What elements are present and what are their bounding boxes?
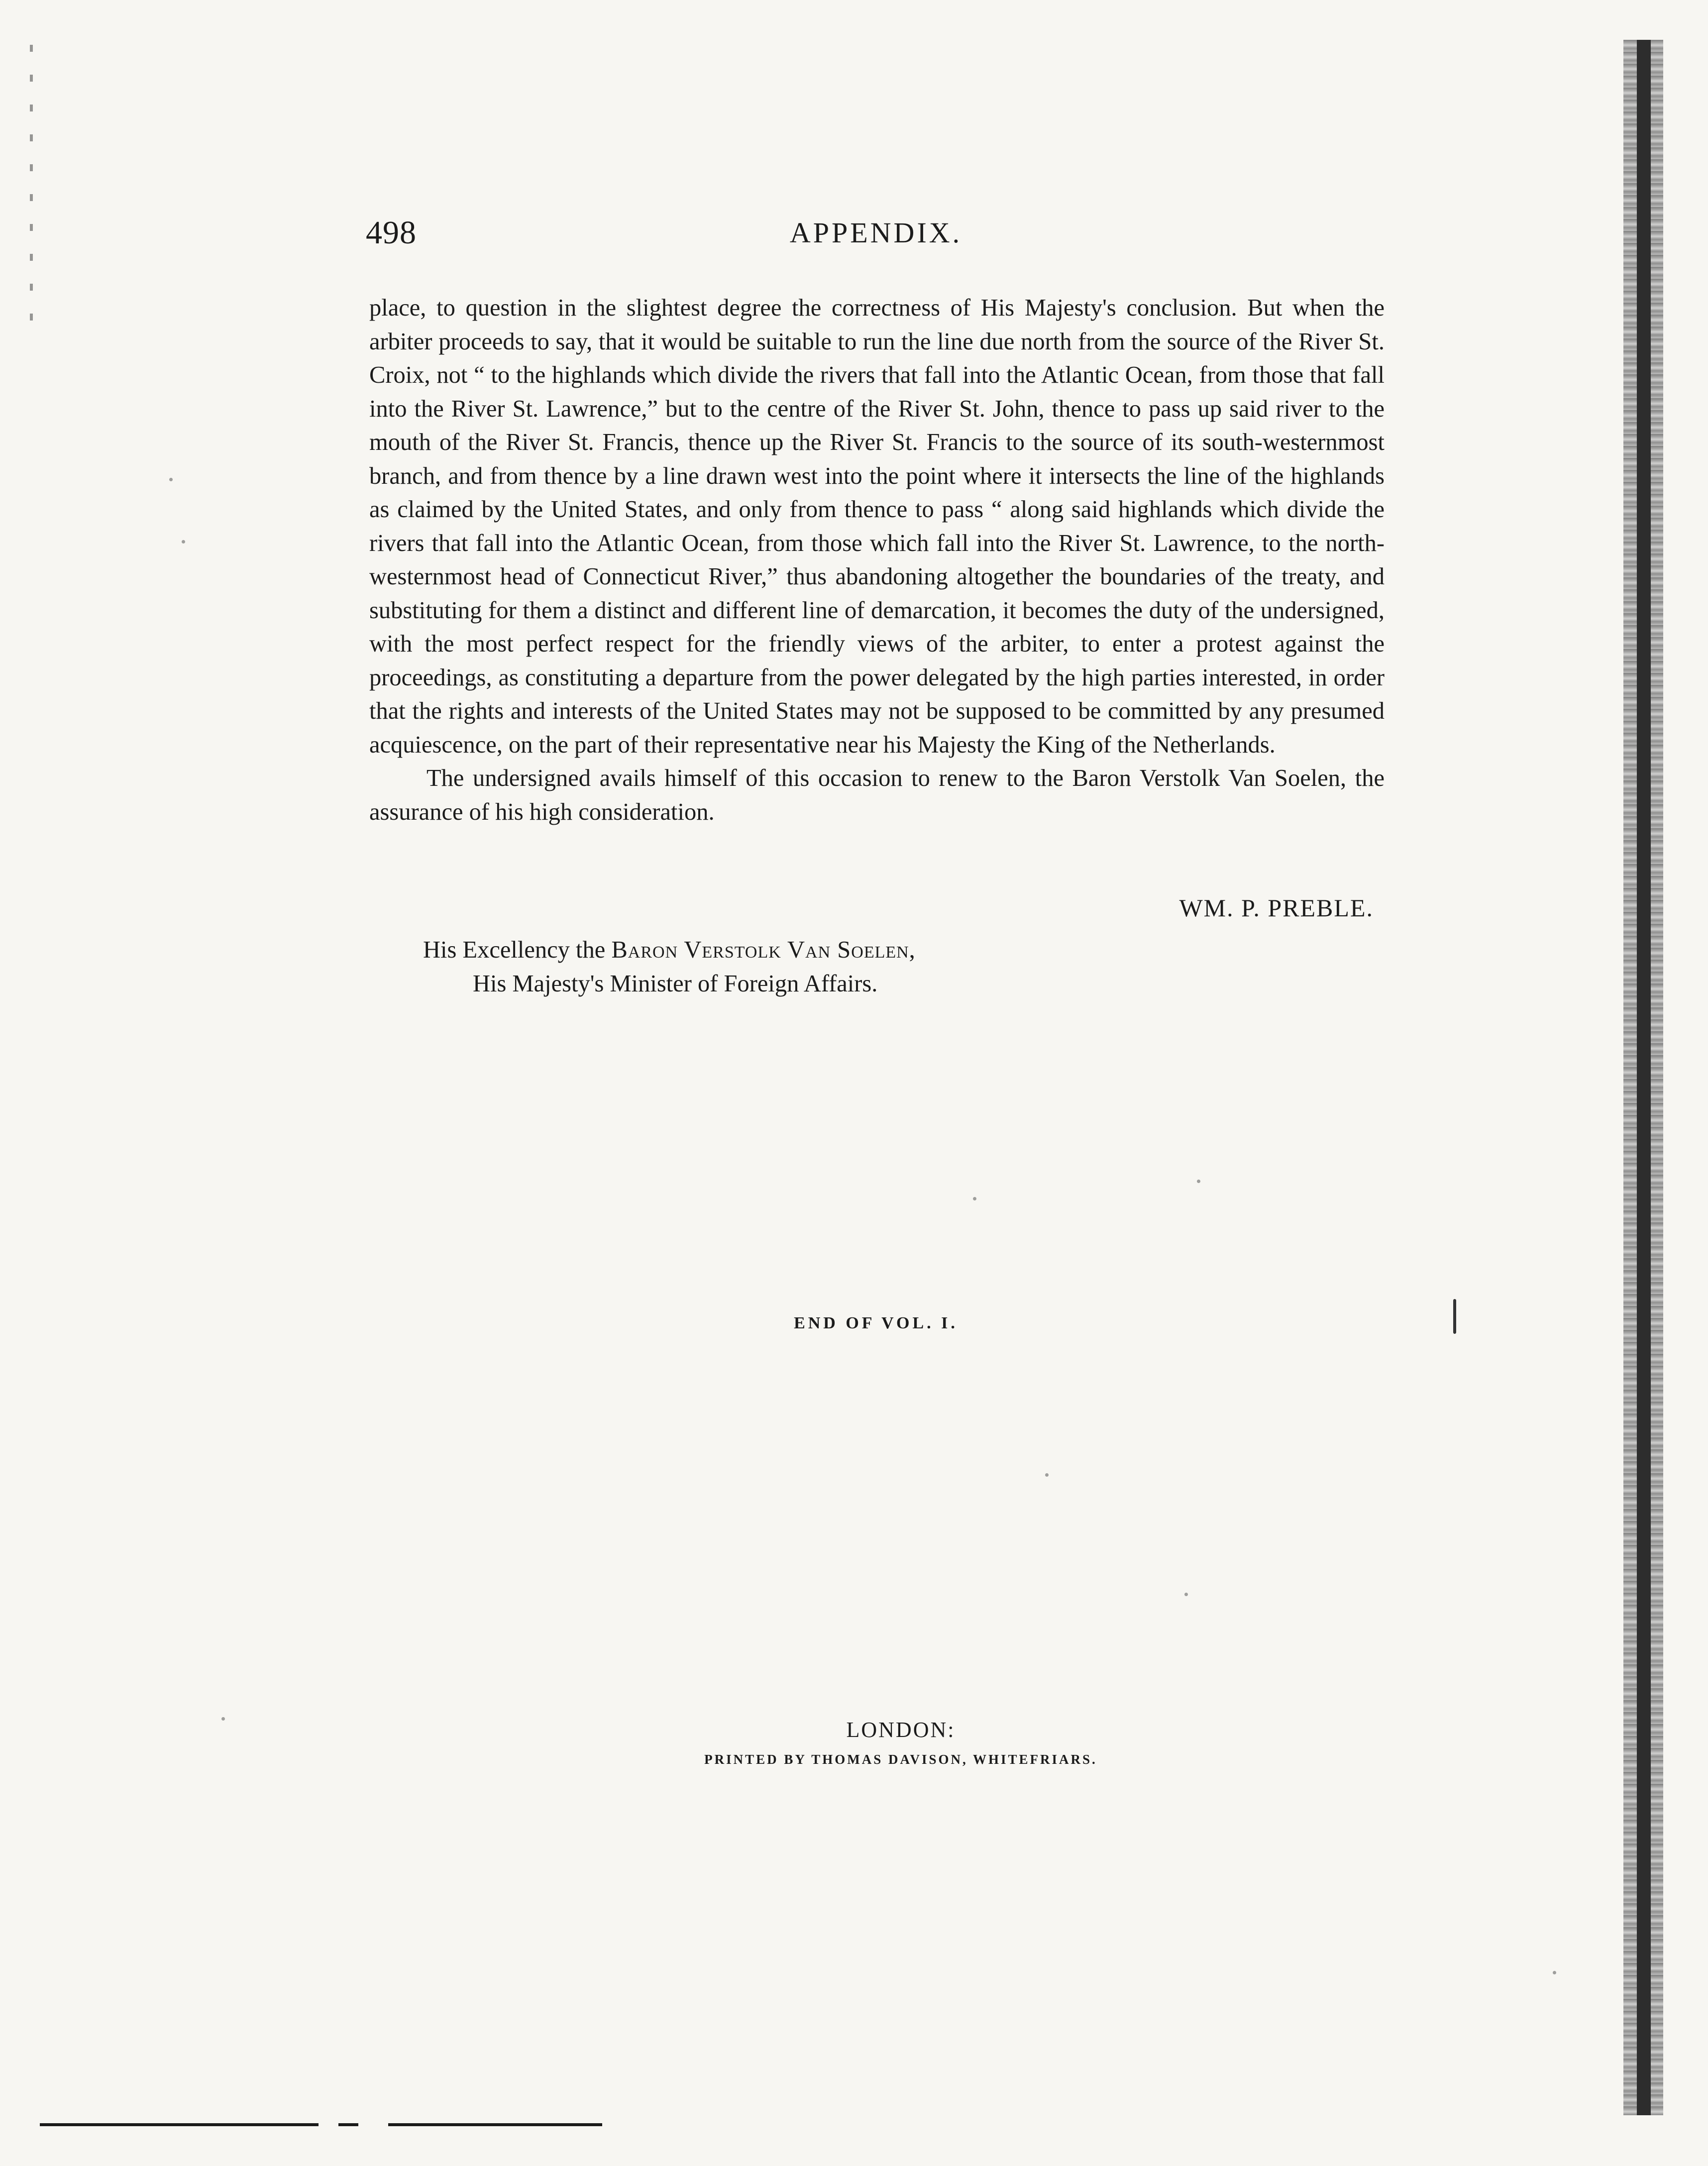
scan-mark (1453, 1299, 1456, 1334)
scan-speck (1553, 1971, 1556, 1974)
page-number: 498 (366, 215, 417, 251)
scan-speck (1045, 1473, 1049, 1477)
addressee-line-1 (423, 933, 1269, 967)
running-head (366, 214, 1386, 259)
scan-speck (182, 540, 185, 543)
addressee-block (423, 933, 1269, 1001)
bottom-rule (40, 2123, 602, 2126)
scan-speck (973, 1197, 976, 1200)
scan-speck (221, 1717, 225, 1721)
scan-speck (1197, 1180, 1200, 1183)
scan-speck (169, 478, 173, 481)
addressee-name: Baron Verstolk Van Soelen, (611, 937, 916, 963)
running-head-title: APPENDIX. (789, 217, 962, 249)
scan-edge-marks (30, 45, 33, 324)
signature: WM. P. PREBLE. (1179, 894, 1374, 922)
paragraph: place, to question in the slightest degree the correctness of His Majesty's conclusion. But when the arbiter proceeds to say, that it would be suitable to run the line due north from the source of the River St. Croix, not “ to the highlands which divide the rivers that fall into the Atlantic Ocean, from those that fall into the River St. Lawrence,” but to the centre of the River St. John, thence to pass up said river to the mouth of the River St. Francis, thence up the River St. Francis to the source of its south-westernmost branch, and from thence by a line drawn west into the point where it intersects the line of the highlands as claimed by the United States, and only from thence to pass “ along said highlands which divide the rivers that fall into the Atlantic Ocean, from those which fall into the River St. Lawrence, to the north-westernmost head of Connecticut River,” thus abandoning altogether the boundaries of the treaty, and substituting for them a distinct and different line of demarcation, it becomes the duty of the undersigned, with the most perfect respect for the friendly views of the arbiter, to enter a protest against the proceedings, as constituting a departure from the power delegated by the high parties interested, in order that the rights and interests of the United States may not be supposed to be committed by any presumed acquiescence, on the part of their representative near his Majesty the King of the Netherlands. (369, 295, 1385, 758)
end-of-volume-mark: END OF VOL. I. (794, 1314, 958, 1332)
body-text (369, 291, 1385, 829)
imprint-city: LONDON: (846, 1718, 956, 1742)
imprint-printer: PRINTED BY THOMAS DAVISON, WHITEFRIARS. (704, 1752, 1097, 1767)
scan-speck (1184, 1593, 1188, 1596)
addressee-prefix: His Excellency the (423, 937, 606, 963)
scan-edge-shadow (1637, 40, 1651, 2115)
paragraph: The undersigned avails himself of this occasion to renew to the Baron Verstolk Van Soelen, the assurance of his high consideration. (369, 765, 1385, 825)
addressee-office: His Majesty's Minister of Foreign Affairs. (473, 971, 878, 997)
